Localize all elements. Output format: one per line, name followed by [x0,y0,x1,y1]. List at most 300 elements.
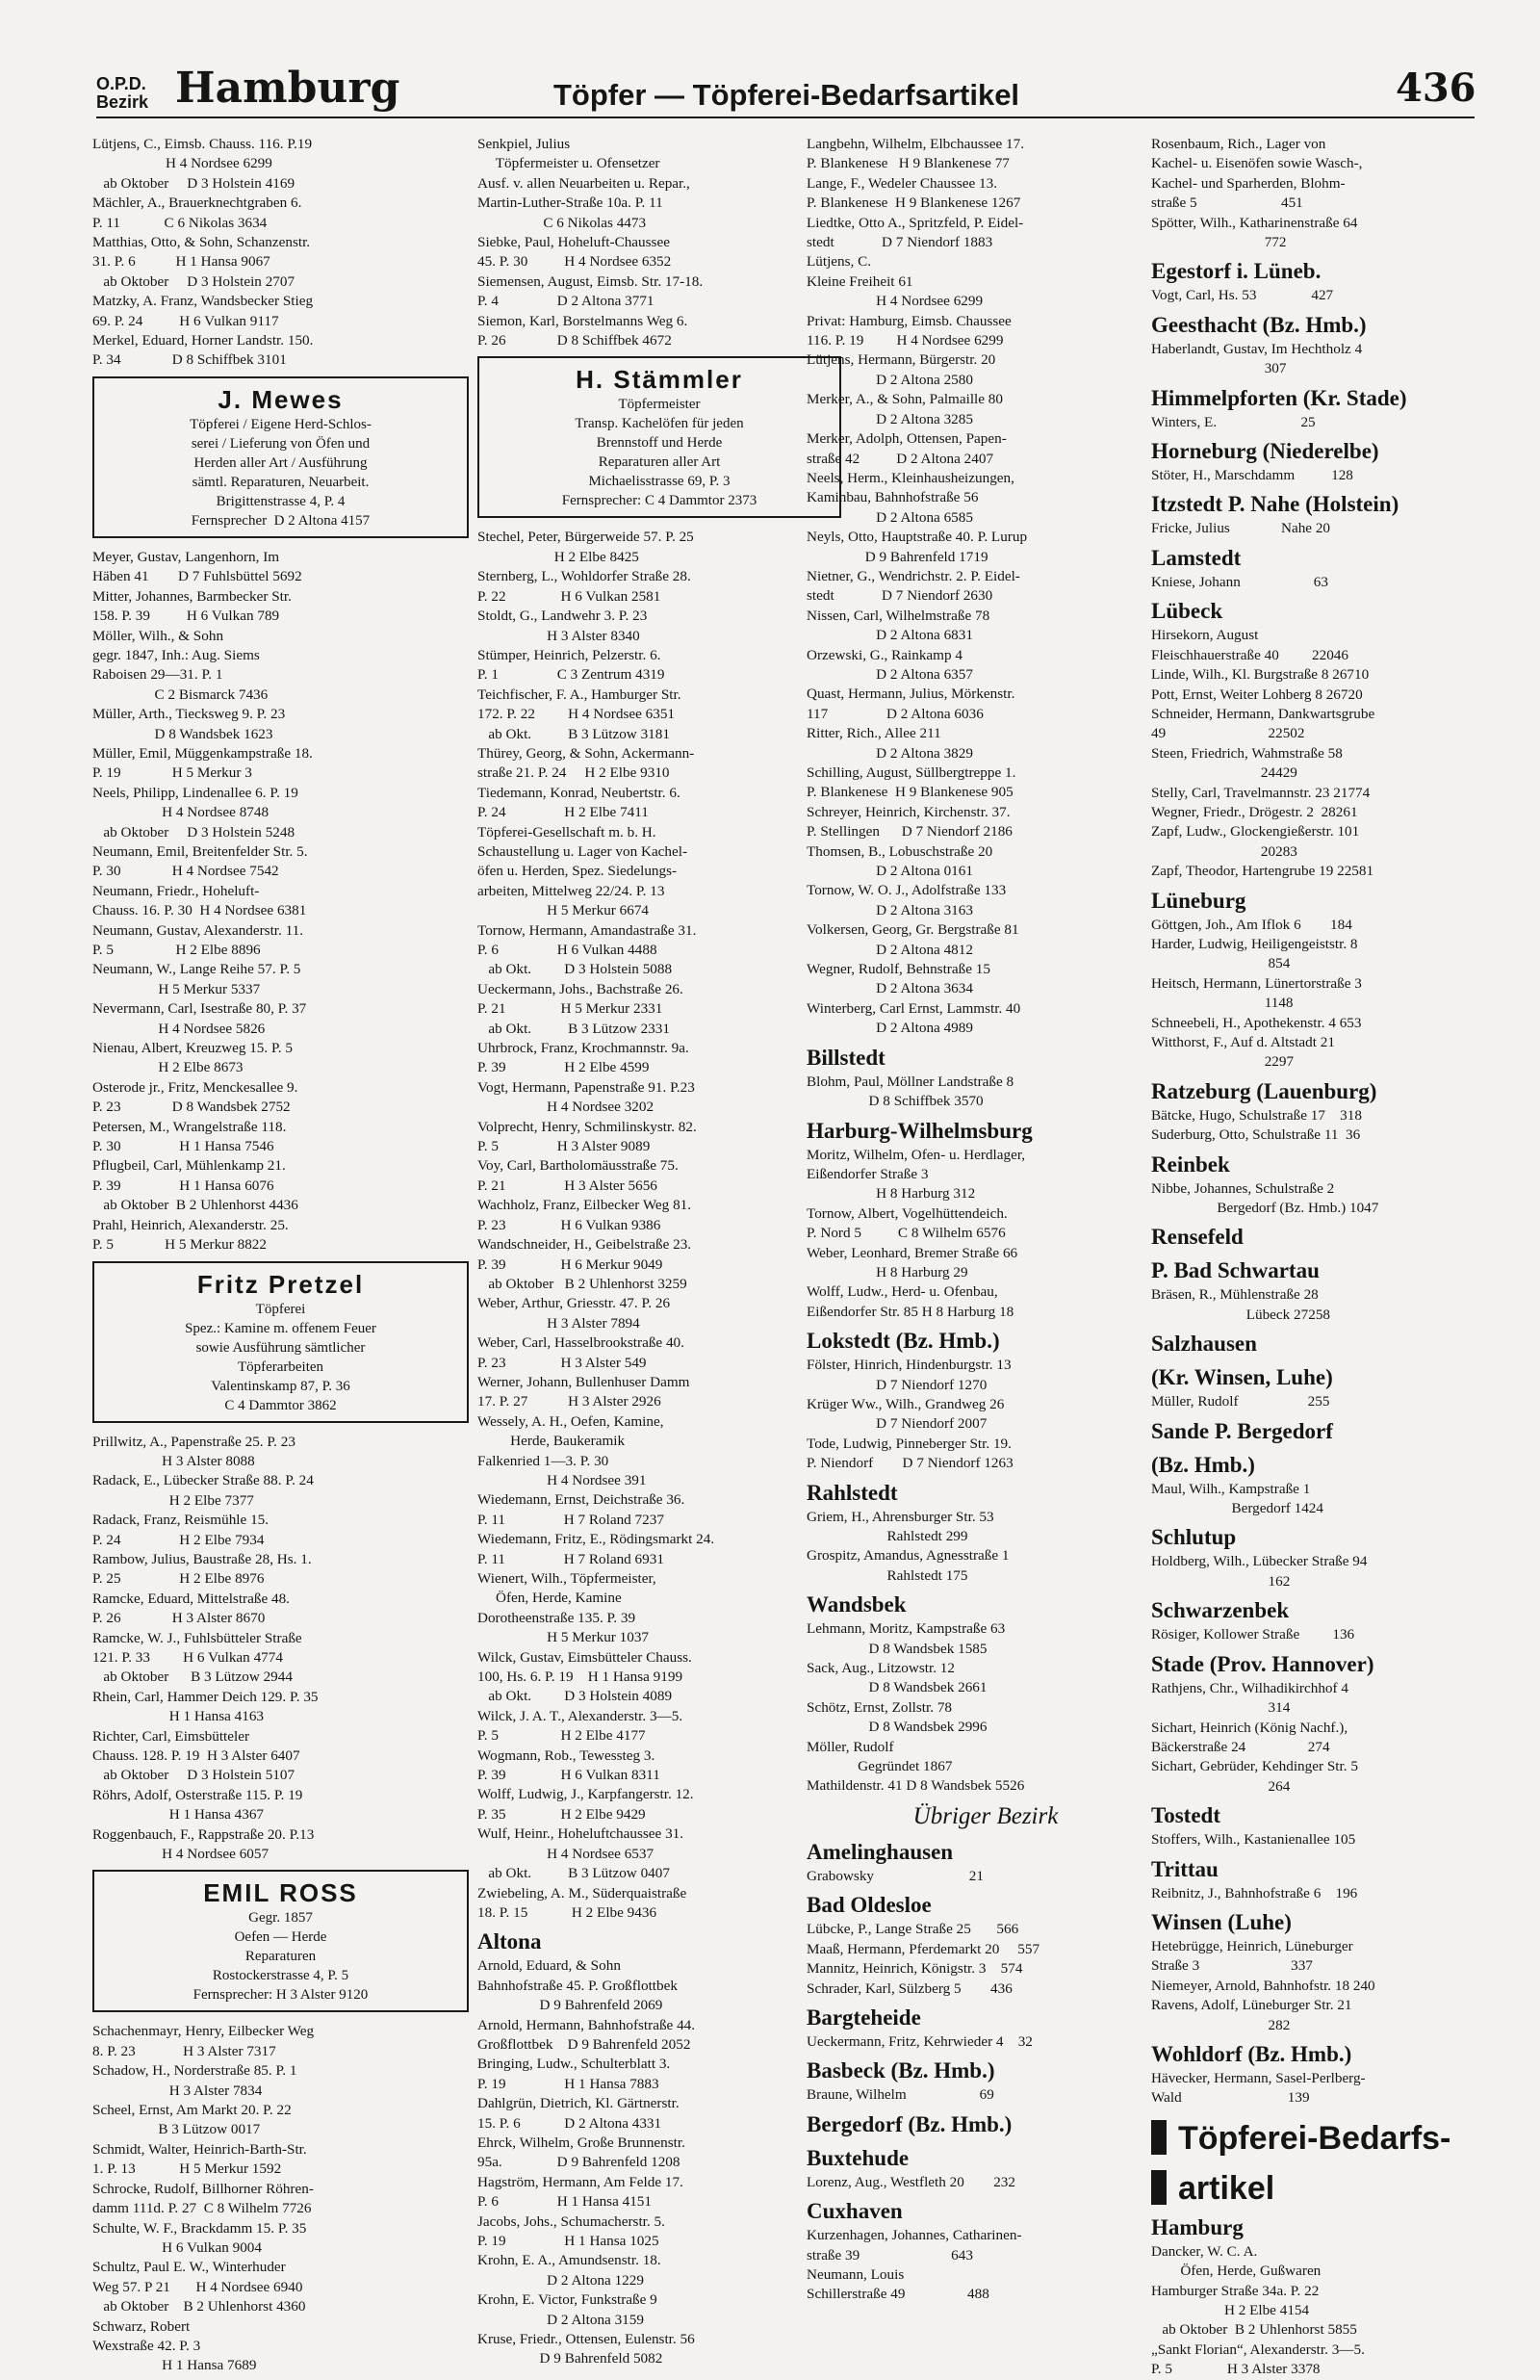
directory-entry: Neels, Philipp, Lindenallee 6. P. 19 [92,784,298,801]
directory-entry: Schwarz, Robert [92,2317,191,2335]
directory-entry: Roggenbauch, F., Rappstraße 20. P.13 [92,1825,315,1843]
column-2 [477,135,843,2367]
place-heading: (Bz. Hmb.) [1151,1452,1255,1477]
directory-entry: P. 34 D 8 Schiffbek 3101 [92,351,287,369]
directory-entry: Ehrck, Wilhelm, Große Brunnenstr. [477,2134,685,2151]
directory-entry: P. 11 H 7 Roland 6931 [477,1550,664,1567]
header-rule [96,116,1475,118]
directory-entry: Wachholz, Franz, Eilbecker Weg 81. [477,1197,692,1214]
directory-entry: Langbehn, Wilhelm, Elbchaussee 17. [807,136,1025,152]
place-heading: Basbeck (Bz. Hmb.) [807,2058,995,2083]
directory-entry: Müller, Rudolf 255 [1151,1393,1330,1410]
directory-entry: Schmidt, Walter, Heinrich-Barth-Str. [92,2140,307,2158]
place-heading: Sande P. Bergedorf [1151,1418,1333,1443]
advertisement-line: Brennstoff und Herde [596,435,723,452]
directory-entry: Wienert, Wilh., Töpfermeister, [477,1570,656,1587]
directory-entry: Osterode jr., Fritz, Menckesallee 9. [92,1078,298,1096]
directory-entry: Stoldt, G., Landwehr 3. P. 23 [477,608,648,625]
place-heading: Altona [477,1929,542,1954]
directory-entry: P. Blankenese H 9 Blankenese 1267 [807,194,1021,212]
directory-entry: 1148 [1151,995,1294,1012]
directory-entry: Haberlandt, Gustav, Im Hechtholz 4 [1151,340,1363,357]
place-heading: Billstedt [807,1045,886,1070]
directory-entry: P. 23 H 6 Vulkan 9386 [477,1216,661,1233]
directory-entry: Neels, Herm., Kleinhausheizungen, [807,469,1014,486]
directory-entry: D 8 Wandsbek 1585 [807,1640,988,1657]
directory-entry: Dancker, W. C. A. [1151,2242,1258,2260]
directory-entry: Großflottbek D 9 Bahrenfeld 2052 [477,2035,691,2053]
directory-entry: öfen u. Herden, Spez. Siedelungs- [477,863,678,880]
directory-entry: H 4 Nordsee 391 [477,1471,647,1488]
directory-entry: 69. P. 24 H 6 Vulkan 9117 [92,312,279,329]
directory-entry: 24429 [1151,764,1297,782]
directory-entry: Teichfischer, F. A., Hamburger Str. [477,686,681,703]
directory-entry: Niemeyer, Arnold, Bahnhofstr. 18 240 [1151,1977,1375,1994]
directory-entry: Wolff, Ludwig, J., Karpfangerstr. 12. [477,1786,694,1803]
advertisement-line: Transp. Kachelöfen für jeden [575,416,744,432]
directory-entry: Volprecht, Henry, Schmilinskystr. 82. [477,1118,697,1135]
directory-entry: 117 D 2 Altona 6036 [807,705,984,722]
advertisement-line: sowie Ausführung sämtlicher [195,1339,366,1356]
directory-entry: straße 21. P. 24 H 2 Elbe 9310 [477,764,670,782]
advertisement-line: Valentinskamp 87, P. 36 [211,1378,350,1394]
directory-entry: Ueckermann, Fritz, Kehrwieder 4 32 [807,2032,1033,2050]
directory-entry: Mitter, Johannes, Barmbecker Str. [92,587,292,605]
directory-entry: Bergedorf (Bz. Hmb.) 1047 [1151,1200,1379,1217]
place-heading: Lamstedt [1151,545,1242,570]
directory-entry: D 2 Altona 6831 [807,627,973,644]
directory-entry: D 2 Altona 4989 [807,1020,973,1037]
directory-entry: Suderburg, Otto, Schulstraße 11 36 [1151,1126,1361,1144]
directory-entry: H 8 Harburg 29 [807,1263,968,1281]
directory-entry: H 5 Merkur 1037 [477,1629,650,1646]
directory-entry: P. 26 D 8 Schiffbek 4672 [477,332,672,349]
directory-entry: D 2 Altona 3634 [807,980,973,997]
directory-entry: 282 [1151,2016,1291,2033]
directory-entry: 121. P. 33 H 6 Vulkan 4774 [92,1648,283,1666]
directory-entry: Neyls, Otto, Hauptstraße 40. P. Lurup [807,529,1028,546]
directory-entry: Orzewski, G., Rainkamp 4 [807,646,962,663]
directory-entry: Siemensen, August, Eimsb. Str. 17-18. [477,272,704,290]
place-heading: Reinbek [1151,1151,1230,1177]
directory-entry: Voy, Carl, Bartholomäusstraße 75. [477,1157,679,1175]
directory-entry: Weg 57. P 21 H 4 Nordsee 6940 [92,2278,303,2295]
directory-entry: P. 25 H 2 Elbe 8976 [92,1570,265,1588]
directory-entry: Stoffers, Wilh., Kastanienallee 105 [1151,1831,1356,1849]
directory-entry: H 4 Nordsee 8748 [92,804,270,821]
directory-entry: Schneider, Hermann, Dankwartsgrube [1151,705,1375,722]
column-4 [1151,135,1503,2378]
directory-entry: Wogmann, Rob., Tewessteg 3. [477,1746,655,1764]
directory-entry: Nietner, G., Wendrichstr. 2. P. Eidel- [807,567,1020,584]
directory-entry: ab Oktober B 2 Uhlenhorst 4436 [92,1197,298,1214]
place-heading: Lokstedt (Bz. Hmb.) [807,1329,1000,1354]
directory-entry: H 4 Nordsee 6299 [92,155,272,172]
directory-entry: P. 23 D 8 Wandsbek 2752 [92,1099,291,1116]
directory-entry: D 2 Altona 0161 [807,863,973,880]
directory-entry: D 8 Wandsbek 2996 [807,1719,988,1736]
directory-entry: Hävecker, Hermann, Sasel-Perlberg- [1151,2069,1366,2086]
directory-entry: Schilling, August, Süllbergtreppe 1. [807,764,1016,781]
directory-entry: Rahlstedt 175 [807,1566,968,1584]
directory-entry: 772 [1151,234,1287,251]
advertisement-line: Gegr. 1857 [248,1910,313,1927]
directory-entry: 1. P. 13 H 5 Merkur 1592 [92,2160,282,2178]
directory-entry: P. 26 H 3 Alster 8670 [92,1610,266,1627]
directory-entry: 17. P. 27 H 3 Alster 2926 [477,1393,661,1410]
advertisement-line: Reparaturen [244,1949,317,1965]
directory-entry: Merker, Adolph, Ottensen, Papen- [807,430,1007,448]
place-heading: Geesthacht (Bz. Hmb.) [1151,312,1367,337]
advertisement-line: Oefen — Herde [234,1929,327,1946]
advertisement-title: Fritz Pretzel [196,1269,365,1299]
directory-entry: D 2 Altona 1229 [477,2271,644,2289]
directory-entry: ab Oktober B 2 Uhlenhorst 4360 [92,2298,306,2315]
directory-entry: 307 [1151,360,1287,377]
directory-entry: H 3 Alster 8340 [477,627,640,644]
directory-entry: Müller, Arth., Tiecksweg 9. P. 23 [92,706,286,723]
directory-entry: Kleine Freiheit 61 [807,272,913,290]
directory-entry: Heitsch, Hermann, Lünertorstraße 3 [1151,974,1362,992]
directory-entry: Röhrs, Adolf, Osterstraße 115. P. 19 [92,1786,303,1803]
directory-entry: Reibnitz, J., Bahnhofstraße 6 196 [1151,1884,1358,1901]
directory-entry: Nevermann, Carl, Isestraße 80, P. 37 [92,1000,307,1018]
directory-entry: ab Oktober D 3 Holstein 5248 [92,823,295,841]
directory-entry: Hetebrügge, Heinrich, Lüneburger [1151,1937,1353,1954]
category-heading: artikel [1151,2168,1503,2209]
directory-entry: P. 21 H 5 Merkur 2331 [477,1000,663,1018]
directory-entry: stedt D 7 Niendorf 2630 [807,587,993,605]
directory-entry: Krohn, E. A., Amundsenstr. 18. [477,2252,661,2269]
directory-entry: Schrader, Karl, Sülzberg 5 436 [807,1979,1013,1997]
directory-entry: Rhein, Carl, Hammer Deich 129. P. 35 [92,1688,319,1705]
advertisement-line: Fernsprecher D 2 Altona 4157 [191,512,371,529]
directory-entry: H 4 Nordsee 6537 [477,1845,654,1862]
directory-entry: Tornow, W. O. J., Adolfstraße 133 [807,882,1007,899]
directory-entry: 18. P. 15 H 2 Elbe 9436 [477,1903,657,1921]
advertisement-box [477,356,841,518]
directory-entry: H 3 Alster 7834 [92,2082,263,2099]
directory-entry: Neumann, Louis [807,2265,905,2283]
directory-entry: Braune, Wilhelm 69 [807,2086,994,2104]
directory-entry: Möller, Wilh., & Sohn [92,627,224,644]
directory-entry: ab Oktober B 3 Lützow 2944 [92,1669,293,1686]
directory-entry: Radack, Franz, Reismühle 15. [92,1512,270,1529]
directory-entry: Siemon, Karl, Borstelmanns Weg 6. [477,312,688,329]
directory-entry: 314 [1151,1699,1291,1717]
directory-entry: 95a. D 9 Bahrenfeld 1208 [477,2154,680,2171]
directory-entry: Lütjens, C. [807,253,872,271]
directory-entry: Weber, Arthur, Griesstr. 47. P. 26 [477,1295,671,1312]
directory-entry: H 4 Nordsee 5826 [92,1020,266,1037]
directory-entry: Petersen, M., Wrangelstraße 118. [92,1118,287,1135]
directory-entry: Bätcke, Hugo, Schulstraße 17 318 [1151,1106,1362,1124]
directory-entry: H 1 Hansa 4367 [92,1806,265,1824]
directory-entry: Schachenmayr, Henry, Eilbecker Weg [92,2023,315,2040]
directory-entry: Schaustellung u. Lager von Kachel- [477,842,688,860]
directory-entry: P. 5 H 5 Merkur 8822 [92,1236,267,1254]
directory-entry: Nibbe, Johannes, Schulstraße 2 [1151,1179,1335,1197]
directory-entry: B 3 Lützow 0017 [92,2121,261,2138]
directory-entry: 172. P. 22 H 4 Nordsee 6351 [477,706,676,723]
place-heading: Trittau [1151,1856,1219,1881]
directory-entry: Matzky, A. Franz, Wandsbecker Stieg [92,293,314,310]
directory-entry: gegr. 1847, Inh.: Aug. Siems [92,646,260,663]
directory-entry: D 2 Altona 2580 [807,371,973,388]
place-heading: Itzstedt P. Nahe (Holstein) [1151,492,1399,517]
directory-entry: D 2 Altona 3285 [807,410,973,427]
directory-entry: Neumann, Friedr., Hoheluft- [92,882,260,899]
directory-entry: Krohn, E. Victor, Funkstraße 9 [477,2291,657,2309]
place-heading: Egestorf i. Lüneb. [1151,259,1322,284]
directory-entry: Wegner, Friedr., Drögestr. 2 28261 [1151,803,1358,820]
directory-entry: D 8 Wandsbek 1623 [92,725,273,742]
directory-entry: Sichart, Heinrich (König Nachf.), [1151,1719,1348,1736]
directory-entry: Bergedorf 1424 [1151,1500,1323,1517]
directory-entry: Kachel- u. Eisenöfen sowie Wasch-, [1151,155,1363,172]
directory-entry: Kurzenhagen, Johannes, Catharinen- [807,2227,1022,2244]
directory-entry: Chauss. 16. P. 30 H 4 Nordsee 6381 [92,902,307,919]
directory-entry: Steen, Friedrich, Wahmstraße 58 [1151,744,1343,762]
directory-entry: P. 39 H 1 Hansa 6076 [92,1177,274,1194]
directory-entry: H 2 Elbe 8673 [92,1059,244,1076]
directory-entry: Lütjens, Hermann, Bürgerstr. 20 [807,351,996,369]
directory-entry: P. 5 H 2 Elbe 8896 [92,942,261,958]
directory-entry: Eißendorfer Str. 85 H 8 Harburg 18 [807,1303,1014,1320]
directory-entry: Grabowsky 21 [807,1867,984,1884]
directory-entry: Neumann, W., Lange Reihe 57. P. 5 [92,961,301,978]
directory-entry: P. Niendorf D 7 Niendorf 1263 [807,1455,1014,1472]
directory-entry: Winters, E. 25 [1151,413,1316,430]
directory-entry: Prillwitz, A., Papenstraße 25. P. 23 [92,1433,295,1450]
advertisement-line: Fernsprecher: C 4 Dammtor 2373 [561,493,757,509]
directory-entry: H 4 Nordsee 6057 [92,1846,270,1863]
directory-entry: Öfen, Herde, Kamine [477,1590,622,1607]
place-heading: P. Bad Schwartau [1151,1258,1320,1283]
directory-entry: P. 24 H 2 Elbe 7411 [477,804,649,821]
directory-entry: H 1 Hansa 7689 [92,2357,257,2374]
city-title: Hamburg [175,64,400,113]
place-heading: Tostedt [1151,1803,1220,1828]
advertisement-line: Herden aller Art / Ausführung [193,454,368,471]
advertisement-title: J. Mewes [218,384,344,414]
directory-entry: H 5 Merkur 5337 [92,980,261,997]
directory-entry: Arnold, Eduard, & Sohn [477,1957,621,1975]
place-heading: Wandsbek [807,1592,907,1617]
directory-entry: Kniese, Johann 63 [1151,573,1328,590]
directory-entry: H 8 Harburg 312 [807,1185,976,1203]
directory-entry: Zwiebeling, A. M., Süderquaistraße [477,1884,687,1901]
advertisement-line: Töpferarbeiten [237,1358,324,1375]
place-heading: Buxtehude [807,2145,910,2170]
directory-entry: P. 11 C 6 Nikolas 3634 [92,214,268,231]
directory-entry: P. 6 H 1 Hansa 4151 [477,2193,652,2211]
directory-entry: Schreyer, Heinrich, Kirchenstr. 37. [807,803,1011,820]
advertisement-line: Fernsprecher: H 3 Alster 9120 [192,1987,369,2004]
directory-entry: Wald 139 [1151,2089,1310,2107]
directory-entry: Raboisen 29—31. P. 1 [92,666,223,684]
page-title: Töpfer — Töpferei-Bedarfsartikel [553,78,1020,112]
place-heading: Stade (Prov. Hannover) [1151,1651,1374,1676]
directory-entry: P. 11 H 7 Roland 7237 [477,1511,664,1528]
bezirk-text: Bezirk [96,92,149,112]
directory-entry: H 3 Alster 7894 [477,1314,640,1332]
advertisement-line: Brigittenstrasse 4, P. 4 [216,493,346,509]
directory-entry: Thomsen, B., Lobuschstraße 20 [807,842,993,860]
directory-entry: C 6 Nikolas 4473 [477,214,647,231]
directory-entry: Tornow, Hermann, Amandastraße 31. [477,921,697,939]
directory-entry: P. 6 H 6 Vulkan 4488 [477,942,657,958]
directory-entry: Schultz, Paul E. W., Winterhuder [92,2259,286,2276]
directory-entry: Möller, Rudolf [807,1738,894,1755]
directory-entry: 158. P. 39 H 6 Vulkan 789 [92,608,280,625]
directory-entry: Lübeck 27258 [1151,1306,1331,1323]
directory-entry: Töpfermeister u. Ofensetzer [477,155,660,172]
directory-entry: Hagström, Hermann, Am Felde 17. [477,2173,683,2190]
directory-entry: P. 5 H 2 Elbe 4177 [477,1727,646,1745]
directory-entry: P. 5 H 3 Alster 3378 [1151,2361,1321,2378]
directory-entry: Mathildenstr. 41 D 8 Wandsbek 5526 [807,1777,1025,1795]
place-heading: Schlutup [1151,1525,1237,1550]
directory-entry: Wessely, A. H., Oefen, Kamine, [477,1412,664,1430]
directory-entry: Lütjens, C., Eimsb. Chauss. 116. P.19 [92,136,313,152]
directory-entry: Zapf, Ludw., Glockengießerstr. 101 [1151,823,1360,841]
directory-entry: ab Oktober D 3 Holstein 2707 [92,272,295,290]
directory-entry: P. 23 H 3 Alster 549 [477,1354,647,1371]
directory-entry: Rambow, Julius, Baustraße 28, Hs. 1. [92,1550,312,1567]
directory-entry: „Sankt Florian“, Alexanderstr. 3—5. [1151,2341,1365,2358]
page-number: 436 [1396,65,1476,111]
directory-entry: P. 39 H 6 Merkur 9049 [477,1255,663,1273]
place-heading: Salzhausen [1151,1332,1257,1357]
place-heading: Rahlstedt [807,1480,898,1505]
directory-entry: 100, Hs. 6. P. 19 H 1 Hansa 9199 [477,1669,683,1686]
directory-entry: Harder, Ludwig, Heiligengeiststr. 8 [1151,935,1358,952]
category-heading: Töpferei-Bedarfs- [1151,2118,1503,2159]
directory-entry: Schötz, Ernst, Zollstr. 78 [807,1698,953,1716]
directory-entry: Radack, E., Lübecker Straße 88. P. 24 [92,1472,314,1489]
directory-entry: H 3 Alster 8088 [92,1452,255,1469]
directory-entry: Lehmann, Moritz, Kampstraße 63 [807,1620,1006,1638]
directory-entry: D 9 Bahrenfeld 5082 [477,2350,663,2367]
directory-entry: Griem, H., Ahrensburger Str. 53 [807,1508,994,1525]
directory-entry: Neumann, Gustav, Alexanderstr. 11. [92,921,304,939]
directory-entry: Sack, Aug., Litzowstr. 12 [807,1660,955,1677]
directory-entry: 2297 [1151,1053,1295,1071]
advertisement-line: Reparaturen aller Art [598,454,721,471]
place-heading: Rensefeld [1151,1225,1244,1250]
opd-label [96,75,148,112]
directory-entry: 31. P. 6 H 1 Hansa 9067 [92,253,270,271]
directory-entry: Vogt, Hermann, Papenstraße 91. P.23 [477,1078,695,1096]
advertisement-title: H. Stämmler [576,365,743,395]
place-heading: Schwarzenbek [1151,1598,1290,1623]
directory-entry: D 7 Niendorf 2007 [807,1415,988,1433]
directory-entry: Pflugbeil, Carl, Mühlenkamp 21. [92,1157,286,1175]
directory-entry: ab Oktober D 3 Holstein 5107 [92,1767,295,1784]
directory-entry: Dorotheenstraße 135. P. 39 [477,1609,636,1626]
advertisement-line: Töpfermeister [618,397,701,413]
directory-entry: 45. P. 30 H 4 Nordsee 6352 [477,253,672,271]
directory-entry: Häben 41 D 7 Fuhlsbüttel 5692 [92,568,302,585]
directory-entry: Jacobs, Johs., Schumacherstr. 5. [477,2212,665,2230]
directory-entry: Winterberg, Carl Ernst, Lammstr. 40 [807,999,1021,1017]
advertisement-line: Spez.: Kamine m. offenem Feuer [185,1320,376,1336]
directory-entry: Hirsekorn, August [1151,627,1259,644]
place-heading: Winsen (Luhe) [1151,1909,1292,1934]
directory-entry: Mannitz, Heinrich, Königstr. 3 574 [807,1960,1023,1978]
directory-entry: Weber, Carl, Hasselbrookstraße 40. [477,1334,684,1352]
directory-entry: C 2 Bismarck 7436 [92,686,269,703]
directory-entry: Linde, Wilh., Kl. Burgstraße 8 26710 [1151,666,1370,684]
directory-entry: Fricke, Julius Nahe 20 [1151,520,1331,537]
directory-entry: D 2 Altona 3159 [477,2311,644,2328]
place-heading: Lüneburg [1151,888,1246,913]
column-3 [807,135,1165,2350]
directory-entry: P. 19 H 1 Hansa 7883 [477,2075,659,2092]
directory-entry: Wiedemann, Ernst, Deichstraße 36. [477,1491,685,1509]
directory-entry: Herde, Baukeramik [477,1433,626,1450]
directory-entry: P. 22 H 6 Vulkan 2581 [477,587,661,605]
directory-entry: D 8 Wandsbek 2661 [807,1679,988,1696]
directory-entry: Wexstraße 42. P. 3 [92,2337,201,2354]
directory-entry: Schillerstraße 49 488 [807,2286,989,2303]
directory-entry: Maaß, Hermann, Pferdemarkt 20 557 [807,1940,1040,1957]
directory-entry: Grospitz, Amandus, Agnesstraße 1 [807,1547,1010,1565]
directory-entry: Tiedemann, Konrad, Neubertstr. 6. [477,784,680,801]
directory-entry: Öfen, Herde, Gußwaren [1151,2263,1322,2280]
directory-entry: Witthorst, F., Auf d. Altstadt 21 [1151,1034,1335,1050]
directory-entry: Müller, Emil, Müggenkampstraße 18. [92,744,313,762]
directory-entry: H 5 Merkur 6674 [477,902,650,919]
directory-entry: Wiedemann, Fritz, E., Rödingsmarkt 24. [477,1531,715,1548]
directory-entry: P. Stellingen D 7 Niendorf 2186 [807,823,1013,841]
directory-entry: Tode, Ludwig, Pinneberger Str. 19. [807,1435,1012,1452]
directory-entry: Wilck, Gustav, Eimsbütteler Chauss. [477,1648,692,1666]
directory-entry: Lange, F., Wedeler Chaussee 13. [807,174,998,192]
directory-entry: Stelly, Carl, Travelmannstr. 23 21774 [1151,784,1371,801]
place-heading: Himmelpforten (Kr. Stade) [1151,385,1407,410]
directory-entry: Tornow, Albert, Vogelhüttendeich. [807,1204,1008,1222]
place-heading: (Kr. Winsen, Luhe) [1151,1365,1333,1390]
directory-entry: Uhrbrock, Franz, Krochmannstr. 9a. [477,1040,689,1057]
directory-entry: P. 21 H 3 Alster 5656 [477,1177,657,1194]
advertisement-line: Michaelisstrasse 69, P. 3 [588,474,731,490]
advertisement-box [92,376,469,538]
directory-entry: Sternberg, L., Wohldorfer Straße 28. [477,568,691,585]
directory-entry: D 2 Altona 4812 [807,941,973,958]
directory-entry: D 9 Bahrenfeld 2069 [477,1997,663,2014]
directory-entry: Rosenbaum, Rich., Lager von [1151,136,1326,152]
advertisement-line: Töpferei [255,1301,306,1317]
directory-entry: Pott, Ernst, Weiter Lohberg 8 26720 [1151,686,1363,703]
directory-entry: ab Okt. B 3 Lützow 3181 [477,725,670,742]
directory-entry: arbeiten, Mittelweg 22/24. P. 13 [477,882,665,899]
directory-entry: Stöter, H., Marschdamm 128 [1151,467,1353,484]
directory-entry: Nienau, Albert, Kreuzweg 15. P. 5 [92,1040,293,1057]
directory-entry: ab Okt. D 3 Holstein 4089 [477,1688,673,1705]
directory-entry: P. 1 C 3 Zentrum 4319 [477,666,665,684]
directory-entry: Kachel- und Sparherden, Blohm- [1151,174,1346,192]
directory-entry: Göttgen, Joh., Am Iflok 6 184 [1151,916,1352,933]
directory-entry: Prahl, Heinrich, Alexanderstr. 25. [92,1216,289,1233]
directory-entry: Vogt, Carl, Hs. 53 427 [1151,287,1334,304]
directory-entry: Merker, A., & Sohn, Palmaille 80 [807,391,1003,408]
directory-entry: P. 39 H 2 Elbe 4599 [477,1059,650,1076]
directory-entry: H 6 Vulkan 9004 [92,2238,262,2256]
directory-entry: Maul, Wilh., Kampstraße 1 [1151,1480,1311,1497]
place-heading: Bergedorf (Bz. Hmb.) [807,2111,1013,2136]
